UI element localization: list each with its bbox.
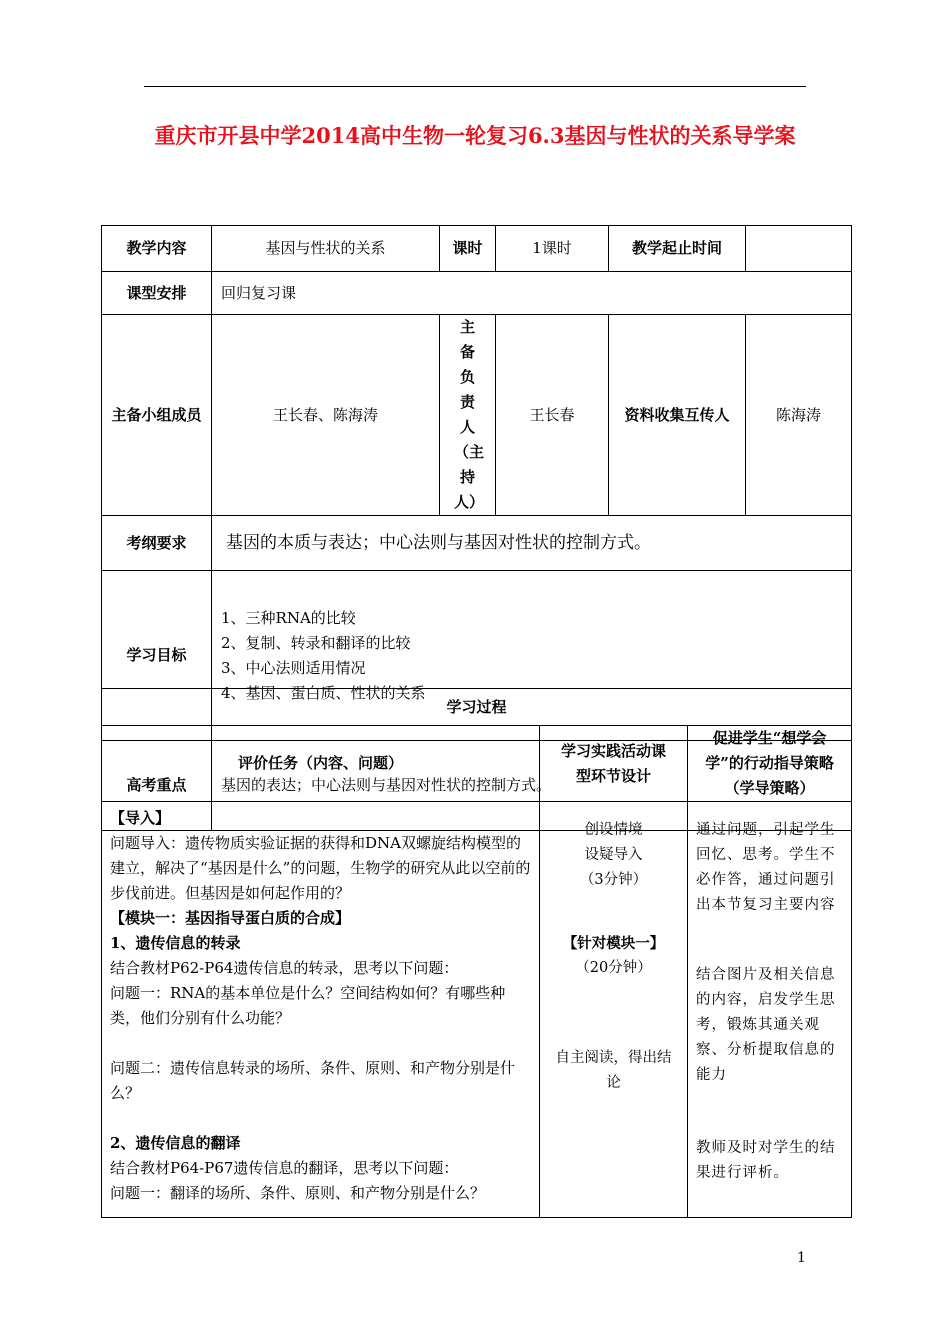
objective-item: 3、中心法则适用情况 xyxy=(221,658,366,677)
translation-question-1: 问题一：翻译的场所、条件、原则、和产物分别是什么？ xyxy=(110,1184,486,1202)
learning-process-table xyxy=(101,688,852,1218)
focus-label: 高考重点 xyxy=(102,741,212,831)
objective-item: 2、复制、转录和翻译的比较 xyxy=(221,633,411,652)
translation-instruction: 结合教材P64-P67遗传信息的翻译，思考以下问题： xyxy=(110,1159,459,1177)
col3-header: 促进学生“想学会学”的行动指导策略（学导策略） xyxy=(688,726,852,802)
objectives-label: 学习目标 xyxy=(102,571,212,741)
transcription-instruction: 结合教材P62-P64遗传信息的转录，思考以下问题： xyxy=(110,959,459,977)
module-one-heading: 【模块一：基因指导蛋白质的合成】 xyxy=(110,909,351,927)
activity-design-cell xyxy=(540,802,688,1218)
collector-label: 资料收集互传人 xyxy=(609,315,746,516)
period-value: 1课时 xyxy=(496,226,609,272)
period-label: 课时 xyxy=(440,226,496,272)
activity-item: 设疑导入 xyxy=(584,847,643,863)
strategy-item: 教师及时对学生的结果进行评析。 xyxy=(696,1140,836,1181)
objective-item: 4、基因、蛋白质、性状的关系 xyxy=(221,683,426,702)
teaching-content-label: 教学内容 xyxy=(102,226,212,272)
page-number: 1 xyxy=(797,1250,806,1266)
members-label: 主备小组成员 xyxy=(102,315,212,516)
guidance-strategy-cell xyxy=(688,802,852,1218)
intro-heading: 【导入】 xyxy=(110,809,171,827)
objective-item: 1、三种RNA的比较 xyxy=(221,608,356,627)
col2-header: 学习实践活动课型环节设计 xyxy=(540,726,688,802)
activity-item: 创设情境 xyxy=(584,822,643,838)
lesson-type-value: 回归复习课 xyxy=(212,272,852,315)
focus-value: 基因的表达；中心法则与基因对性状的控制方式。 xyxy=(212,741,852,831)
header-rule xyxy=(144,86,806,87)
time-label: 教学起止时间 xyxy=(609,226,746,272)
members-value: 王长春、陈海涛 xyxy=(212,315,440,516)
transcription-question-2: 问题二：遗传信息转录的场所、条件、原则、和产物分别是什么？ xyxy=(110,1059,516,1102)
activity-module-one: 【针对模块一】 xyxy=(562,935,665,952)
syllabus-label: 考纲要求 xyxy=(102,516,212,571)
col1-header: 评价任务（内容、问题） xyxy=(102,726,540,802)
time-value xyxy=(746,226,852,272)
transcription-question-1: 问题一：RNA的基本单位是什么？空间结构如何？有哪些种类，他们分别有什么功能？ xyxy=(110,984,506,1027)
collector-value: 陈海涛 xyxy=(746,315,852,516)
activity-item: 自主阅读，得出结论 xyxy=(555,1050,672,1091)
leader-label: 主备负责人（主持人） xyxy=(440,315,496,516)
page-title: 重庆市开县中学2014高中生物一轮复习6.3基因与性状的关系导学案 xyxy=(154,123,796,148)
teaching-content-value: 基因与性状的关系 xyxy=(212,226,440,272)
lesson-type-label: 课型安排 xyxy=(102,272,212,315)
intro-text: 问题导入：遗传物质实验证据的获得和DNA双螺旋结构模型的建立，解决了“基因是什么”的问题，生物学的研究从此以空前的步伐前进。但基因是如何起作用的？ xyxy=(110,834,531,902)
process-title: 学习过程 xyxy=(102,689,852,726)
strategy-item: 结合图片及相关信息的内容，启发学生思考，锻炼其通关观察、分析提取信息的能力 xyxy=(696,967,836,1083)
syllabus-value: 基因的本质与表达；中心法则与基因对性状的控制方式。 xyxy=(212,516,852,571)
evaluation-tasks-cell xyxy=(102,802,540,1218)
transcription-heading: 1、遗传信息的转录 xyxy=(110,934,241,952)
leader-value: 王长春 xyxy=(496,315,609,516)
strategy-item: 通过问题，引起学生回忆、思考。学生不必作答，通过问题引出本节复习主要内容 xyxy=(696,822,836,913)
activity-item: （20分钟） xyxy=(575,960,652,976)
translation-heading: 2、遗传信息的翻译 xyxy=(110,1134,241,1152)
activity-item: （3分钟） xyxy=(579,872,648,888)
